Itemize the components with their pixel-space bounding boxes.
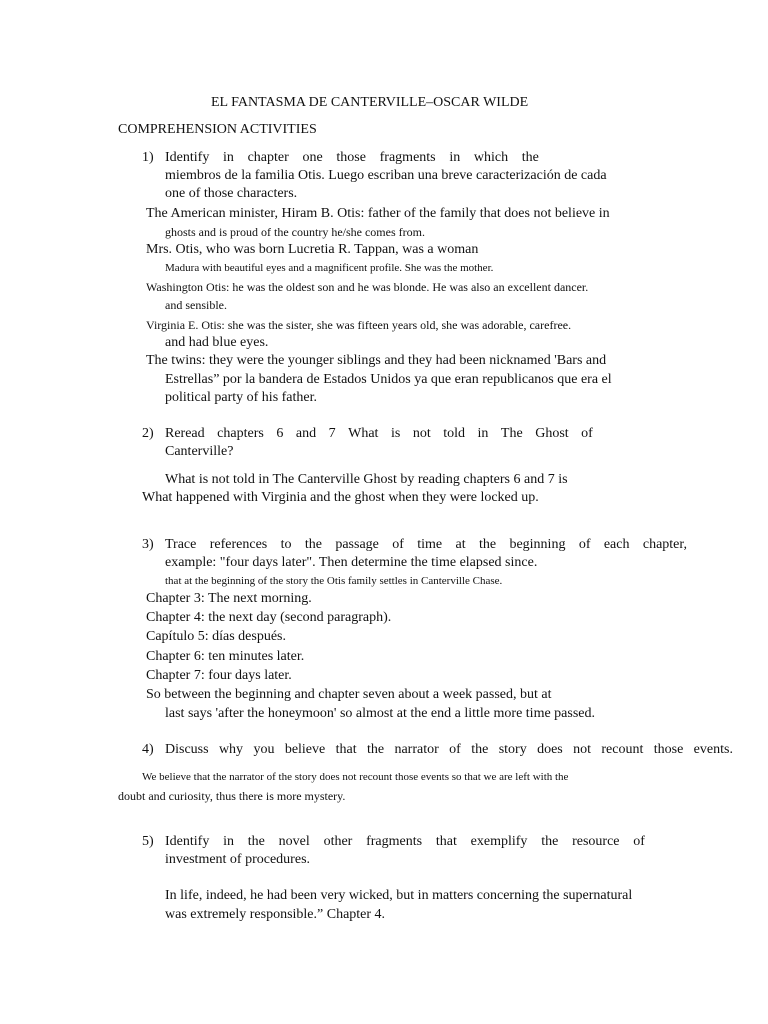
word: Identify xyxy=(165,150,210,165)
bullet-list-item: Mrs. Otis, who was born Lucretia R. Tappan, was a woman xyxy=(146,242,479,257)
q2-line-1 xyxy=(165,425,593,443)
word: those xyxy=(336,150,366,165)
word: is xyxy=(390,426,401,441)
q2-number: 2) xyxy=(142,426,154,441)
word: not xyxy=(412,426,431,441)
bullet-list-item: Chapter 3: The next morning. xyxy=(146,591,312,606)
word: fragments xyxy=(366,834,423,849)
bullet-list-item: Capítulo 5: días después. xyxy=(146,629,286,644)
word: Reread xyxy=(165,426,205,441)
word: time xyxy=(417,537,443,552)
word: that xyxy=(435,834,457,849)
document-title: EL FANTASMA DE CANTERVILLE–OSCAR WILDE xyxy=(211,95,529,110)
word: Discuss xyxy=(165,742,209,757)
word: passage xyxy=(335,537,379,552)
word: each xyxy=(603,537,630,552)
word: in xyxy=(223,150,234,165)
q2-answer: What happened with Virginia and the ghost when they were locked up. xyxy=(142,490,539,505)
q2-answer: What is not told in The Canterville Ghost by reading chapters 6 and 7 is xyxy=(165,472,568,487)
q5-line-1 xyxy=(165,833,645,851)
word: told xyxy=(443,426,465,441)
word: beginning xyxy=(509,537,566,552)
q1-bullet-4-cont: and had blue eyes. xyxy=(165,335,269,350)
word: the xyxy=(471,742,489,757)
word: resource xyxy=(572,834,620,849)
word: the xyxy=(366,742,385,757)
word: chapters xyxy=(217,426,264,441)
word: in xyxy=(477,426,489,441)
word: the xyxy=(478,537,497,552)
q4-answer: We believe that the narrator of the story does not recount those events so that we are left with the xyxy=(142,771,569,783)
word: the xyxy=(304,537,322,552)
word: other xyxy=(323,834,353,849)
word: of xyxy=(578,537,591,552)
word: Ghost xyxy=(535,426,569,441)
word: that xyxy=(335,742,357,757)
word: What xyxy=(348,426,379,441)
word: narrator xyxy=(394,742,439,757)
bullet-list-item: Washington Otis: he was the oldest son and he was blonde. He was also an excellent dancer. xyxy=(146,280,589,294)
word: one xyxy=(302,150,323,165)
word: you xyxy=(253,742,275,757)
word: not xyxy=(573,742,591,757)
word: The xyxy=(500,426,523,441)
q2-line-2: Canterville? xyxy=(165,444,234,459)
q3-line-3: that at the beginning of the story the Otis family settles in Canterville Chase. xyxy=(165,575,503,587)
word: the xyxy=(541,834,559,849)
word: novel xyxy=(278,834,310,849)
word: of xyxy=(633,834,645,849)
word: Trace xyxy=(165,537,197,552)
word: does xyxy=(537,742,563,757)
q3-line-2: example: "four days later". Then determine the time elapsed since. xyxy=(165,555,538,570)
word: exemplify xyxy=(470,834,528,849)
word: Identify xyxy=(165,834,210,849)
q5-answer: was extremely responsible.” Chapter 4. xyxy=(165,907,386,922)
section-heading: COMPREHENSION ACTIVITIES xyxy=(118,122,317,137)
word: to xyxy=(280,537,292,552)
q1-line-3: one of those characters. xyxy=(165,186,298,201)
word: why xyxy=(218,742,244,757)
bullet-list-item: Chapter 4: the next day (second paragraph). xyxy=(146,610,392,625)
word: story xyxy=(498,742,527,757)
q1-bullet-2-cont: Madura with beautiful eyes and a magnificent profile. She was the mother. xyxy=(165,262,494,274)
word: of xyxy=(392,537,404,552)
q5-line-2: investment of procedures. xyxy=(165,852,311,867)
word: fragments xyxy=(379,150,436,165)
word: believe xyxy=(284,742,326,757)
q4-line-1 xyxy=(165,741,733,759)
word: in xyxy=(223,834,234,849)
word: chapter xyxy=(247,150,289,165)
q1-bullet-3-cont: and sensible. xyxy=(165,298,227,312)
word: the xyxy=(521,150,539,165)
word: 6 xyxy=(276,426,284,441)
word: the xyxy=(247,834,265,849)
word: at xyxy=(455,537,466,552)
q1-number: 1) xyxy=(142,150,154,165)
bullet-list-item: Chapter 7: four days later. xyxy=(146,668,292,683)
q5-answer: In life, indeed, he had been very wicked, but in matters concerning the supernatural xyxy=(165,888,633,903)
bullet-list-item: The American minister, Hiram B. Otis: father of the family that does not believe in xyxy=(146,206,610,221)
word: recount xyxy=(601,742,644,757)
word: 7 xyxy=(328,426,336,441)
q5-number: 5) xyxy=(142,834,154,849)
word: events. xyxy=(693,742,733,757)
word: in xyxy=(449,150,461,165)
q1-bullet-1-cont: ghosts and is proud of the country he/she comes from. xyxy=(165,225,425,239)
word: chapter, xyxy=(642,537,687,552)
q1-bullet-5-cont: Estrellas” por la bandera de Estados Unidos ya que eran republicanos que era el xyxy=(165,372,612,387)
q1-line-1 xyxy=(165,149,539,167)
q3-number: 3) xyxy=(142,537,154,552)
word: references xyxy=(209,537,268,552)
q4-answer: doubt and curiosity, thus there is more mystery. xyxy=(118,789,346,803)
word: which xyxy=(473,150,509,165)
bullet-list-item: The twins: they were the younger siblings and they had been nicknamed 'Bars and xyxy=(146,353,607,368)
q1-line-2: miembros de la familia Otis. Luego escriban una breve caracterización de cada xyxy=(165,168,607,183)
bullet-list-item: Virginia E. Otis: she was the sister, she was fifteen years old, she was adorable, carefree. xyxy=(146,318,572,332)
bullet-list-item: So between the beginning and chapter seven about a week passed, but at xyxy=(146,687,552,702)
word: those xyxy=(653,742,684,757)
word: of xyxy=(449,742,461,757)
q1-bullet-5-cont: political party of his father. xyxy=(165,390,318,405)
bullet-list-item: Chapter 6: ten minutes later. xyxy=(146,649,305,664)
word: of xyxy=(581,426,593,441)
word: and xyxy=(295,426,317,441)
q3-bullet-6-cont: last says 'after the honeymoon' so almost at the end a little more time passed. xyxy=(165,706,595,721)
q3-line-1 xyxy=(165,536,687,554)
q4-number: 4) xyxy=(142,742,154,757)
